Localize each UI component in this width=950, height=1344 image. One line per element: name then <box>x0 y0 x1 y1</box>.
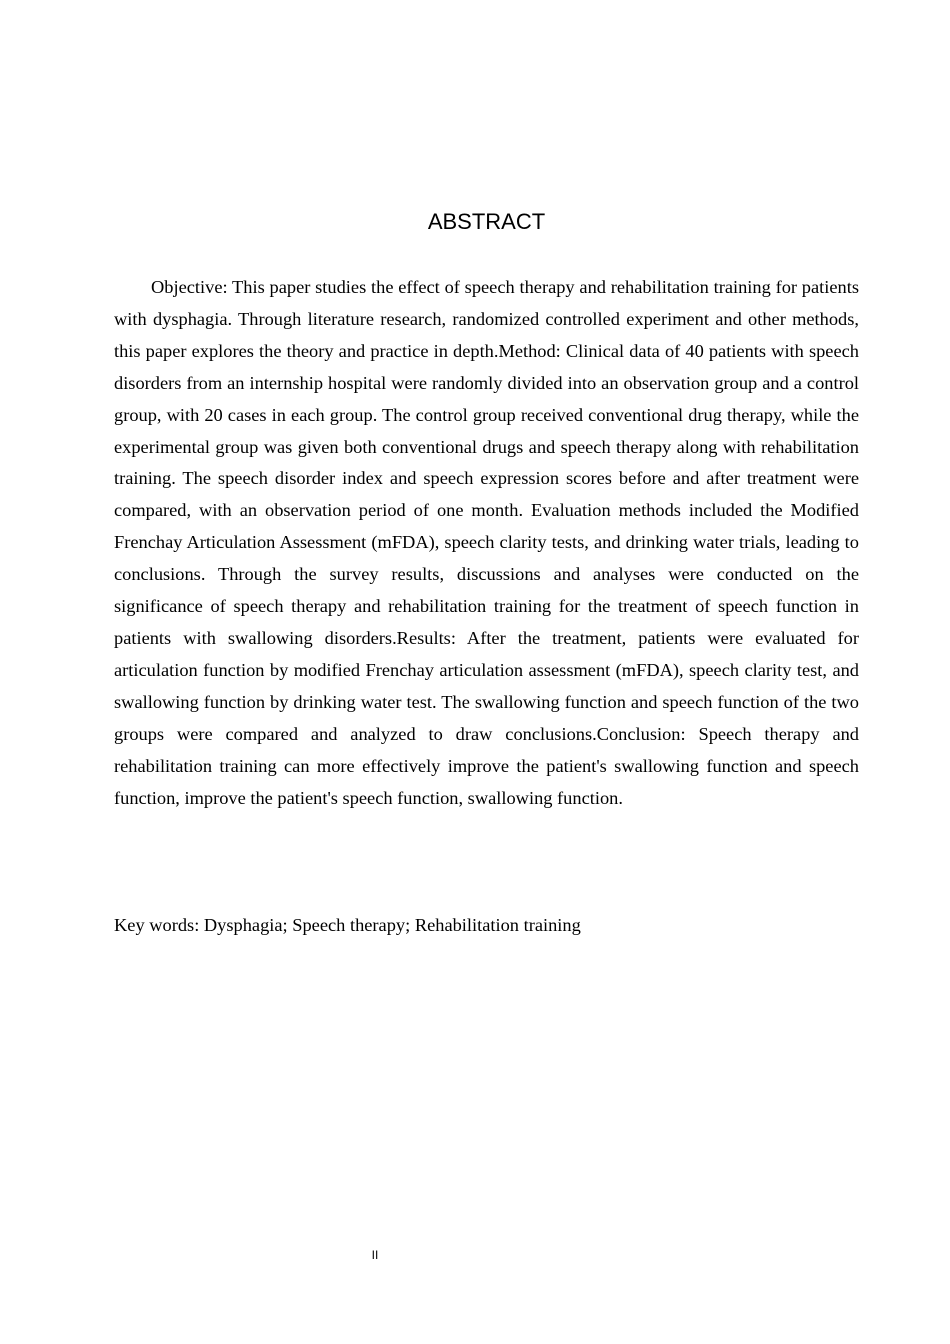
keywords-line: Key words: Dysphagia; Speech therapy; Rehabilitation training <box>114 915 581 935</box>
page-number: II <box>371 1248 379 1262</box>
abstract-body: Objective: This paper studies the effect of speech therapy and rehabilitation training for patients with dysphagia. Through literature research, randomized controlled experiment and other methods, this paper explores the theory and practice in depth.Method: Clinical data of 40 patients with speech disorders from an internship hospital were randomly divided into an observation group and a control group, with 20 cases in each group. The control group received conventional drug therapy, while the experimental group was given both conventional drugs and speech therapy along with rehabilitation training. The speech disorder index and speech expression scores before and after treatment were compared, with an observation period of one month. Evaluation methods included the Modified Frenchay Articulation Assessment (mFDA), speech clarity tests, and drinking water trials, leading to conclusions. Through the survey results, discussions and analyses were conducted on the significance of speech therapy and rehabilitation training for the treatment of speech function in patients with swallowing disorders.Results: After the treatment, patients were evaluated for articulation function by modified Frenchay articulation assessment (mFDA), speech clarity test, and swallowing function by drinking water test. The swallowing function and speech function of the two groups were compared and analyzed to draw conclusions.Conclusion: Speech therapy and rehabilitation training can more effectively improve the patient's swallowing function and speech function, improve the patient's speech function, swallowing function. <box>114 277 859 808</box>
abstract-title: ABSTRACT <box>427 209 546 234</box>
